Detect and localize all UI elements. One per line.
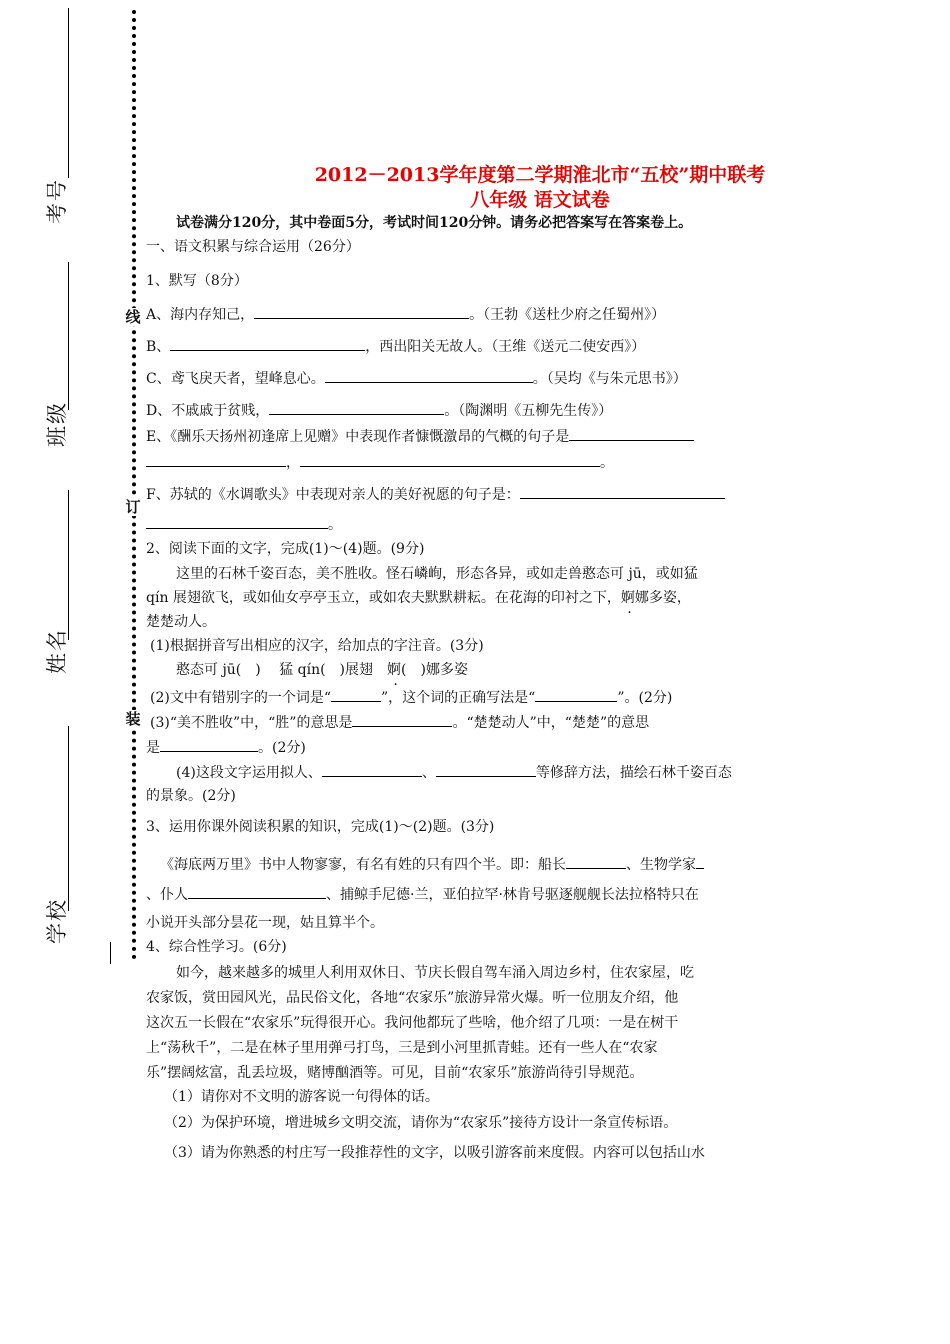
q2-dotted-char: 婀 <box>620 590 635 606</box>
xuexiao-line <box>68 726 69 911</box>
q4-title: 4、综合性学习。(6分) <box>146 939 287 955</box>
q1-title: 1、默写（8分） <box>146 273 248 289</box>
q3-l2-b: 、捕鲸手尼德·兰，亚伯拉罕·林肯号驱逐舰舰长法拉格特只在 <box>326 887 699 903</box>
q2-sub4 <box>176 760 846 784</box>
q2-passage-2a: qín 展翅欲飞，或如仙女亭亭玉立，或如农夫默默耕耘。在花海的印衬之下， <box>146 590 621 606</box>
q1-c-blank[interactable] <box>325 366 533 383</box>
q2-sub1-items <box>176 659 846 681</box>
q1-d-blank[interactable] <box>269 398 444 415</box>
q2-sub2-blank-1[interactable] <box>331 685 381 702</box>
q2-sub2-b: ”，这个词的正确写法是“ <box>381 690 536 706</box>
q1-e-text: E、《酬乐天扬州初逢席上见赠》中表现作者慷慨激昂的气概的句子是 <box>146 429 570 445</box>
q2-sub3-blank-1[interactable] <box>352 710 452 727</box>
exam-note: 试卷满分120分，其中卷面5分，考试时间120分钟。请务必把答案写在答案卷上。 <box>176 215 693 231</box>
q1-f-end: 。 <box>328 517 342 533</box>
q4-passage-4: 上“荡秋千”，二是在林子里用弹弓打鸟，三是到小河里抓青蛙。还有一些人在“农家 <box>146 1040 658 1056</box>
binding-char-zhuang: 装 <box>123 710 143 728</box>
q1-b-suffix: ，西出阳关无故人。（王维《送元二使安西》） <box>365 339 646 355</box>
q1-e-end: 。 <box>600 455 614 471</box>
q2-passage-2 <box>146 587 816 609</box>
q2-sub4-cont: 的景象。(2分) <box>146 788 236 804</box>
q2-passage-2c: 娜多姿， <box>634 590 691 606</box>
q3-line-3: 小说开头部分昙花一现，姑且算半个。 <box>146 915 384 931</box>
q2-sub3-d: 。(2分) <box>258 740 306 756</box>
q1-e-blank-3[interactable] <box>300 450 600 467</box>
binding-char-ding: 订 <box>123 498 143 516</box>
label-banji: 班级 <box>45 401 69 447</box>
q2-sub3 <box>150 710 820 734</box>
q2-sub2-a: (2)文中有错别字的一个词是“ <box>150 690 331 706</box>
q4-passage-2: 农家饭，赏田园风光，品民俗文化，各地“农家乐”旅游异常火爆。听一位朋友介绍，他 <box>146 990 679 1006</box>
q1-f-blank-1[interactable] <box>520 482 725 499</box>
q4-passage-5: 乐”摆阔炫富，乱丢垃圾，赌博酗酒等。可见，目前“农家乐”旅游尚待引导规范。 <box>146 1065 644 1081</box>
q2-sub3-cont <box>146 735 816 759</box>
q3-captain-blank[interactable] <box>566 852 626 869</box>
q2-sub3-b: 。“楚楚动人”中，“楚楚”的意思 <box>452 715 650 731</box>
q2-sub4-b: 、 <box>421 765 436 781</box>
q2-sub2-c: ”。(2分) <box>617 690 673 706</box>
q4-sub3: （3）请为你熟悉的村庄写一段推荐性的文字，以吸引游客前来度假。内容可以包括山水 <box>164 1145 705 1161</box>
q1-e-mid: ， <box>286 455 300 471</box>
q2-sub1-a: 憨态可 jū( ) 猛 qín( )展翅 <box>176 662 388 678</box>
q1-f-text: F、苏轼的《水调歌头》中表现对亲人的美好祝愿的句子是： <box>146 487 520 503</box>
kaohao-line <box>68 8 69 178</box>
q1-b-blank[interactable] <box>170 334 365 351</box>
section-heading: 一、语文积累与综合运用（26分） <box>146 239 360 255</box>
q1-d-suffix: 。（陶渊明《五柳先生传》） <box>444 403 613 419</box>
q2-title: 2、阅读下面的文字，完成(1)～(4)题。(9分) <box>146 541 425 557</box>
label-xingming: 姓名 <box>45 628 69 674</box>
q1-item-e-cont <box>146 450 816 474</box>
q1-item-a <box>146 302 816 326</box>
q2-sub1-dotted-char: 婀 <box>387 662 402 678</box>
banji-line <box>68 262 69 410</box>
q2-sub2-blank-2[interactable] <box>535 685 617 702</box>
q1-a-prefix: A、海内存知己， <box>146 307 255 323</box>
q1-item-f <box>146 482 816 506</box>
q2-sub4-a: (4)这段文字运用拟人、 <box>176 765 322 781</box>
q1-d-prefix: D、不戚戚于贫贱， <box>146 403 270 419</box>
q1-e-blank-2[interactable] <box>146 450 286 467</box>
q2-sub3-c: 是 <box>146 740 160 756</box>
binding-margin <box>0 0 140 1344</box>
q2-passage-1: 这里的石林千姿百态，美不胜收。怪石嶙峋，形态各异，或如走兽憨态可 jū，或如猛 <box>176 566 698 582</box>
q1-a-suffix: 。（王勃《送杜少府之任蜀州》） <box>469 307 666 323</box>
q2-sub3-a: (3)“美不胜收”中，“胜”的意思是 <box>150 715 353 731</box>
q4-sub1: （1）请你对不文明的游客说一句得体的话。 <box>164 1089 439 1105</box>
q3-l1-a: 《海底两万里》书中人物寥寥，有名有姓的只有四个半。即：船长 <box>160 857 566 873</box>
q4-passage-3: 这次五一长假在“农家乐”玩得很开心。我问他都玩了些啥，他介绍了几项：一是在树干 <box>146 1015 679 1031</box>
exam-title: 2012－2013学年度第二学期淮北市“五校”期中联考 <box>314 164 766 186</box>
q3-biologist-blank[interactable] <box>696 852 704 869</box>
binding-char-xian: 线 <box>123 308 143 326</box>
exam-subtitle: 八年级 语文试卷 <box>470 189 610 211</box>
binding-dotted-line <box>132 10 136 960</box>
q1-item-b <box>146 334 816 358</box>
q1-e-blank-1[interactable] <box>569 424 694 441</box>
q4-passage-1: 如今，越来越多的城里人利用双休日、节庆长假自驾车涌入周边乡村，住农家屋，吃 <box>176 965 694 981</box>
q1-item-f-cont <box>146 512 816 536</box>
q1-a-blank[interactable] <box>254 302 469 319</box>
q3-l2-a: 、仆人 <box>146 887 188 903</box>
q1-item-e <box>146 424 816 448</box>
margin-tick <box>110 942 111 964</box>
q1-b-prefix: B、 <box>146 339 171 355</box>
q1-item-d <box>146 398 816 422</box>
q2-passage-3: 楚楚动人。 <box>146 614 216 630</box>
q4-sub2: （2）为保护环境，增进城乡文明交流，请你为“农家乐”接待方设计一条宣传标语。 <box>164 1115 678 1131</box>
q2-sub1: (1)根据拼音写出相应的汉字，给加点的字注音。(3分) <box>150 638 484 654</box>
q2-sub4-blank-2[interactable] <box>436 760 536 777</box>
q3-servant-blank[interactable] <box>188 882 326 899</box>
xingming-line <box>68 490 69 640</box>
q2-sub4-c: 等修辞方法，描绘石林千姿百态 <box>535 765 732 781</box>
q1-c-suffix: 。（吴均《与朱元思书》） <box>532 371 687 387</box>
q1-c-prefix: C、鸢飞戾天者，望峰息心。 <box>146 371 325 387</box>
q1-item-c <box>146 366 816 390</box>
label-kaohao: 考号 <box>45 178 69 224</box>
q3-l1-b: 、生物学家 <box>626 857 696 873</box>
q1-f-blank-2[interactable] <box>146 512 328 529</box>
q3-line-1 <box>160 852 830 876</box>
q2-sub3-blank-2[interactable] <box>160 735 258 752</box>
q3-title: 3、运用你课外阅读积累的知识，完成(1)～(2)题。(3分) <box>146 819 495 835</box>
q2-sub4-blank-1[interactable] <box>322 760 422 777</box>
label-xuexiao: 学校 <box>45 898 69 944</box>
q2-sub1-c: ( )娜多姿 <box>401 662 468 678</box>
q2-sub2 <box>150 685 820 709</box>
q3-line-2 <box>146 882 816 906</box>
